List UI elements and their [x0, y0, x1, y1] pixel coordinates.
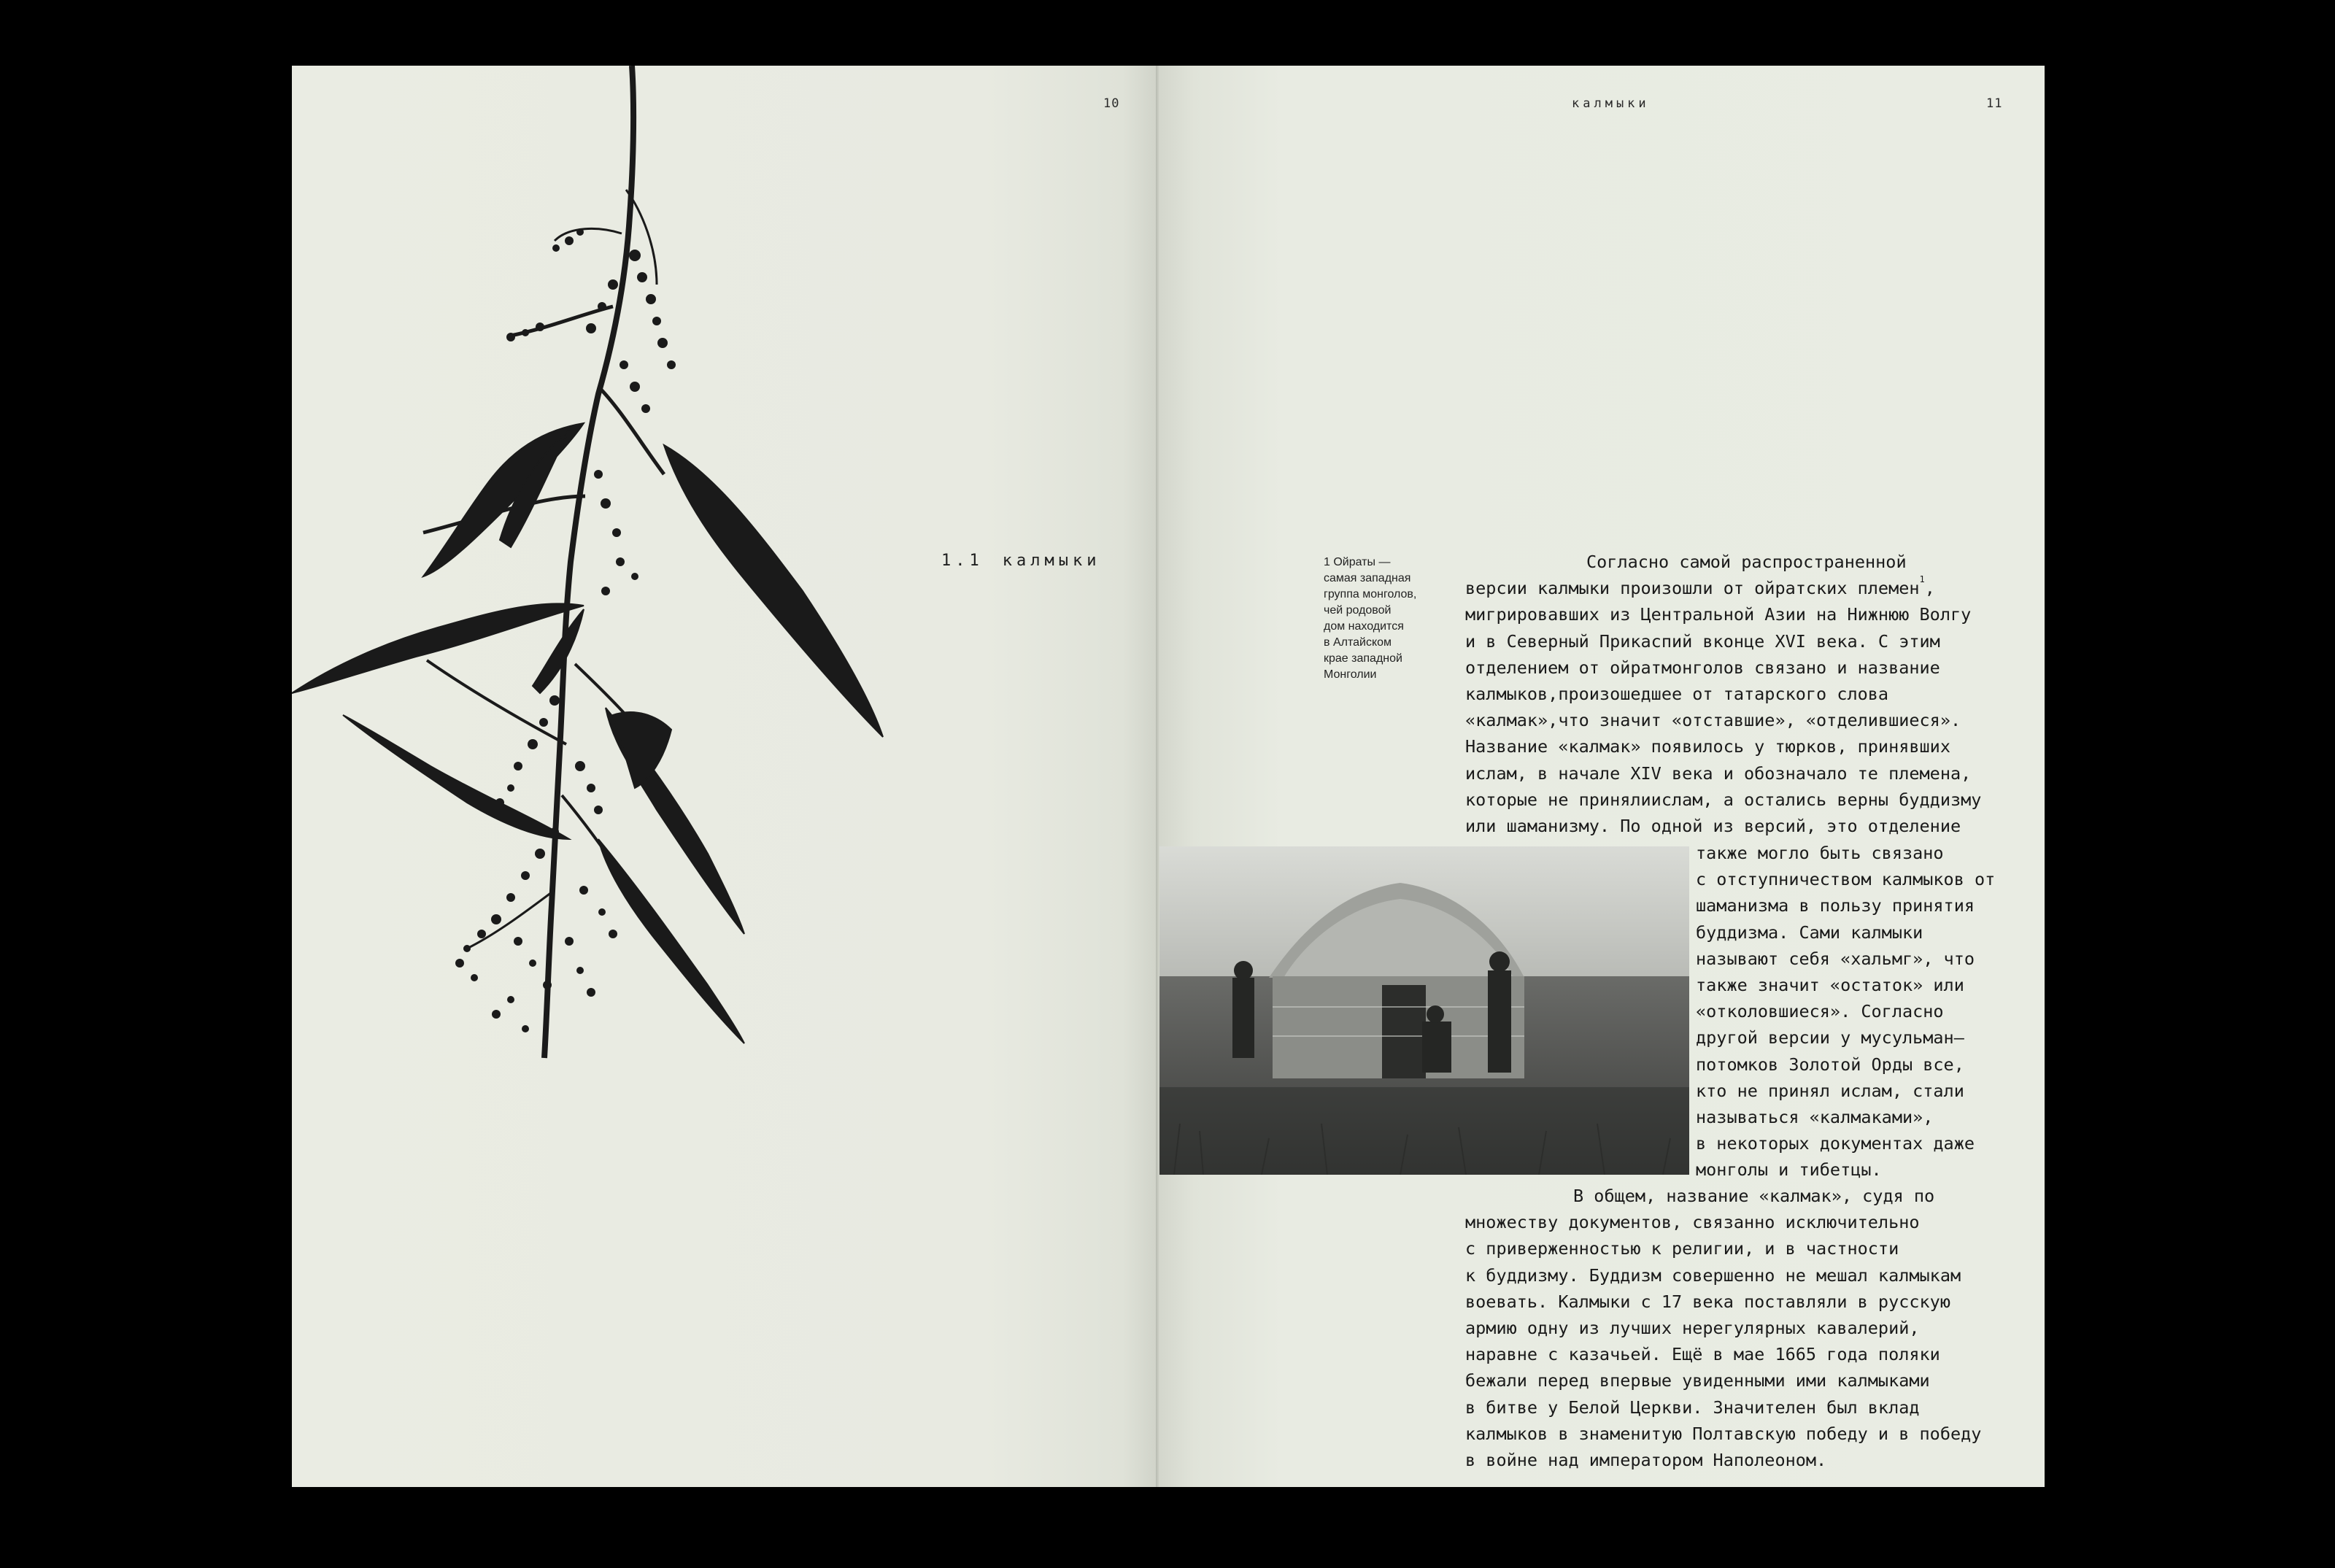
leaf	[598, 839, 744, 1043]
text-line: или шаманизму. По одной из версий, это отделение	[1465, 815, 1961, 836]
text-line: бежали перед впервые увиденными ими калмыками	[1465, 1370, 1930, 1391]
text-line: В общем, название «калмак», судя по	[1573, 1186, 1935, 1206]
text-line: кто не принял ислам, стали	[1696, 1080, 1964, 1101]
text-line: армию одну из лучших нерегулярных кавалерий,	[1465, 1317, 1920, 1338]
leaf	[664, 445, 883, 737]
text-line: калмыков в знаменитую Полтавскую победу и в победу	[1465, 1423, 1982, 1444]
text-line: буддизма. Сами калмыки	[1696, 922, 1923, 943]
text-line: к буддизму. Буддизм совершенно не мешал калмыкам	[1465, 1264, 1961, 1286]
footnote-line: в Алтайском	[1324, 636, 1392, 649]
text-line: калмыков,произошедшее от татарского слова	[1465, 683, 1889, 704]
leaf	[533, 609, 584, 693]
chapter-heading	[941, 552, 1100, 570]
body-text-bottom	[1465, 1183, 1981, 1473]
text-line: Название «калмак» появилось у тюрков, принявших	[1465, 736, 1950, 757]
page-number-right: 11	[1986, 96, 2003, 111]
text-line: потомков Золотой Орды все,	[1696, 1054, 1964, 1075]
text-line: называют себя «хальмг», что	[1696, 948, 1975, 969]
text-line: монголы и тибетцы.	[1696, 1159, 1882, 1181]
text-line: в некоторых документах даже	[1696, 1133, 1975, 1154]
text-line: ислам, в начале XIV века и обозначало те племена,	[1465, 762, 1972, 784]
footnote-line: дом находится	[1324, 620, 1404, 633]
yurt-photo-illustration	[1159, 846, 1689, 1175]
text-line: с отступничеством калмыков от	[1696, 869, 1996, 890]
text-line: с приверженностью к религии, и в частности	[1465, 1238, 1899, 1259]
text-line-tail: ,	[1924, 578, 1935, 599]
footnote-reference: 1	[1919, 574, 1925, 585]
text-line: наравне с казачьей. Ещё в мае 1665 года поляки	[1465, 1344, 1940, 1365]
text-line: мигрировавших из Центральной Азии на Нижнюю Волгу	[1465, 604, 1972, 625]
footnote-line: группа монголов,	[1324, 588, 1417, 600]
footnote-line: самая западная	[1324, 572, 1411, 584]
leaf	[343, 715, 569, 839]
text-line: шаманизма в пользу принятия	[1696, 895, 1975, 916]
text-line: «калмак»,что значит «отставшие», «отделившиеся».	[1465, 710, 1961, 731]
text-line: также значит «остаток» или	[1696, 974, 1964, 995]
text-line: также могло быть связано	[1696, 843, 1944, 863]
text-line: «отколовшиеся». Согласно	[1696, 1001, 1944, 1022]
chapter-number: 1.1	[941, 552, 984, 570]
text-line: другой версии у мусульман—	[1696, 1027, 1964, 1048]
footnote	[1324, 555, 1448, 683]
yurt-photo	[1159, 846, 1689, 1175]
running-head: калмыки	[1572, 96, 1650, 111]
page-number-left: 10	[1103, 96, 1120, 111]
text-line: в войне над императором Наполеоном.	[1465, 1449, 1827, 1470]
text-line: множеству документов, связанно исключительно	[1465, 1212, 1920, 1233]
text-line: воевать. Калмыки с 17 века поставляли в русскую	[1465, 1291, 1950, 1312]
chapter-title: калмыки	[1002, 552, 1101, 570]
text-line	[1465, 575, 1981, 601]
text-line: отделением от ойратмонголов связано и название	[1465, 657, 1940, 678]
footnote-line: Монголии	[1324, 668, 1377, 681]
text-line: Согласно самой распространенной	[1586, 552, 1907, 572]
nettle-plant-illustration	[292, 66, 890, 1073]
body-text-beside-photo	[1696, 840, 1995, 1183]
footnote-line: чей родовой	[1324, 604, 1392, 617]
body-text-top	[1465, 549, 1981, 839]
text-line: которые не принялиислам, а остались верны буддизму	[1465, 789, 1982, 810]
footnote-line: крае западной	[1324, 652, 1402, 665]
footnote-line: 1 Ойраты —	[1324, 556, 1391, 568]
text-line: называться «калмаками»,	[1696, 1106, 1934, 1127]
text-line: в битве у Белой Церкви. Значителен был вклад	[1465, 1397, 1920, 1418]
left-page	[292, 66, 1157, 1487]
text-line: и в Северный Прикаспий вконце XVI века. С этим	[1465, 630, 1940, 652]
text-line-content: версии калмыки произошли от ойратских племен	[1465, 578, 1920, 599]
